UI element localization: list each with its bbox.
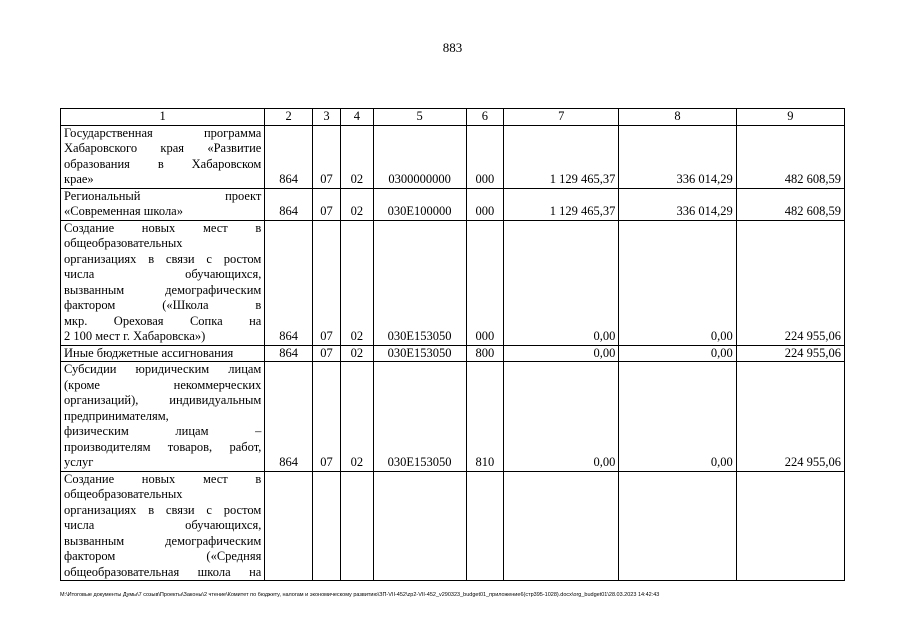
target-article-code: 030E153050 (373, 362, 466, 472)
amount-col8: 0,00 (619, 362, 736, 472)
section-code: 07 (312, 125, 340, 188)
header-cell: 4 (341, 109, 373, 126)
amount-col7: 0,00 (504, 220, 619, 345)
subsection-code: 02 (341, 220, 373, 345)
budget-table (60, 108, 845, 581)
header-cell: 6 (466, 109, 503, 126)
document-path-footer: M:\Итоговые документы Думы\7 созыв\Проекты\Законы\2 чтение\Комитет по бюджету, налогам и экономическому развитию\ЗП-VII-452\zp2-VII-452_v290323_budget01_приложение6(стр395-1028).docx\org_budget01\28.03.2023 14:42:43 (60, 592, 660, 598)
name-line: Создание новых мест в (64, 471, 262, 486)
target-article-code: 0300000000 (373, 125, 466, 188)
name-line: общеобразовательная школа на (64, 564, 262, 579)
name-line: фактором («Средняя (64, 549, 262, 563)
name-line: вызванным демографическим (64, 533, 262, 548)
name-line: мкр. Ореховая Сопка на (64, 313, 262, 328)
table-header-row (61, 109, 845, 126)
section-code: 07 (312, 188, 340, 220)
amount-col8 (619, 471, 736, 581)
subsection-code: 02 (341, 188, 373, 220)
amount-col7 (504, 471, 619, 581)
name-line: Иные бюджетные ассигнования (64, 345, 234, 360)
target-article-code: 030E100000 (373, 188, 466, 220)
subsection-code: 02 (341, 125, 373, 188)
header-cell: 2 (265, 109, 313, 126)
header-cell: 3 (312, 109, 340, 126)
amount-col8: 336 014,29 (619, 188, 736, 220)
target-article-code: 030E153050 (373, 345, 466, 362)
expense-type-code: 000 (466, 188, 503, 220)
budget-admin-code: 864 (265, 345, 313, 362)
expense-type-code: 810 (466, 362, 503, 472)
section-code: 07 (312, 362, 340, 472)
budget-admin-code (265, 471, 313, 581)
section-code (312, 471, 340, 581)
name-line: производителям товаров, работ, (64, 439, 262, 454)
name-line: образования в Хабаровском (64, 156, 262, 171)
name-line: организаций), индивидуальным (64, 393, 262, 407)
page-number: 883 (442, 40, 463, 55)
name-line: Хабаровского края «Развитие (64, 141, 262, 155)
table-row (61, 125, 845, 188)
amount-col8: 336 014,29 (619, 125, 736, 188)
name-line: фактором («Школа в (64, 298, 262, 312)
name-line: числа обучающихся, (64, 518, 262, 532)
amount-col7: 0,00 (504, 362, 619, 472)
subsection-code (341, 471, 373, 581)
amount-col7: 1 129 465,37 (504, 125, 619, 188)
amount-col9 (736, 471, 844, 581)
amount-col9: 482 608,59 (736, 125, 844, 188)
expense-type-code (466, 471, 503, 581)
name-line: «Современная школа» (64, 204, 183, 218)
name-line: общеобразовательных (64, 236, 183, 250)
amount-col8: 0,00 (619, 220, 736, 345)
section-code: 07 (312, 345, 340, 362)
budget-admin-code: 864 (265, 188, 313, 220)
expense-type-code: 000 (466, 125, 503, 188)
header-cell: 9 (736, 109, 844, 126)
budget-admin-code: 864 (265, 362, 313, 472)
name-line: организациях в связи с ростом (64, 502, 262, 517)
header-cell: 5 (373, 109, 466, 126)
name-line: вызванным демографическим (64, 282, 262, 297)
expense-type-code: 800 (466, 345, 503, 362)
table-row (61, 188, 845, 220)
name-line: предпринимателям, (64, 408, 169, 423)
budget-admin-code: 864 (265, 220, 313, 345)
amount-col9: 224 955,06 (736, 345, 844, 362)
amount-col9: 224 955,06 (736, 220, 844, 345)
name-line: Региональный проект (64, 188, 262, 203)
header-cell: 1 (61, 109, 265, 126)
expense-type-code: 000 (466, 220, 503, 345)
subsection-code: 02 (341, 345, 373, 362)
name-line: (кроме некоммерческих (64, 377, 262, 392)
name-line: услуг (64, 455, 94, 469)
name-line: 2 100 мест г. Хабаровска») (64, 329, 206, 343)
name-line: числа обучающихся, (64, 267, 262, 281)
amount-col9: 224 955,06 (736, 362, 844, 472)
table-row (61, 345, 845, 362)
budget-admin-code: 864 (265, 125, 313, 188)
name-line: организациях в связи с ростом (64, 251, 262, 266)
header-cell: 7 (504, 109, 619, 126)
target-article-code: 030E153050 (373, 220, 466, 345)
table-row (61, 362, 845, 472)
amount-col7: 0,00 (504, 345, 619, 362)
row-name-cell (61, 362, 265, 472)
section-code: 07 (312, 220, 340, 345)
amount-col7: 1 129 465,37 (504, 188, 619, 220)
row-name-cell (61, 188, 265, 220)
row-name-cell (61, 125, 265, 188)
target-article-code (373, 471, 466, 581)
name-line: крае» (64, 172, 94, 186)
row-name-cell (61, 345, 265, 362)
name-line: общеобразовательных (64, 487, 183, 501)
amount-col9: 482 608,59 (736, 188, 844, 220)
header-cell: 8 (619, 109, 736, 126)
name-line: Создание новых мест в (64, 220, 262, 235)
row-name-cell (61, 220, 265, 345)
name-line: Государственная программа (64, 125, 262, 140)
amount-col8: 0,00 (619, 345, 736, 362)
name-line: Субсидии юридическим лицам (64, 362, 262, 376)
name-line: физическим лицам – (64, 424, 262, 438)
table-row (61, 471, 845, 581)
table-row (61, 220, 845, 345)
subsection-code: 02 (341, 362, 373, 472)
row-name-cell (61, 471, 265, 581)
